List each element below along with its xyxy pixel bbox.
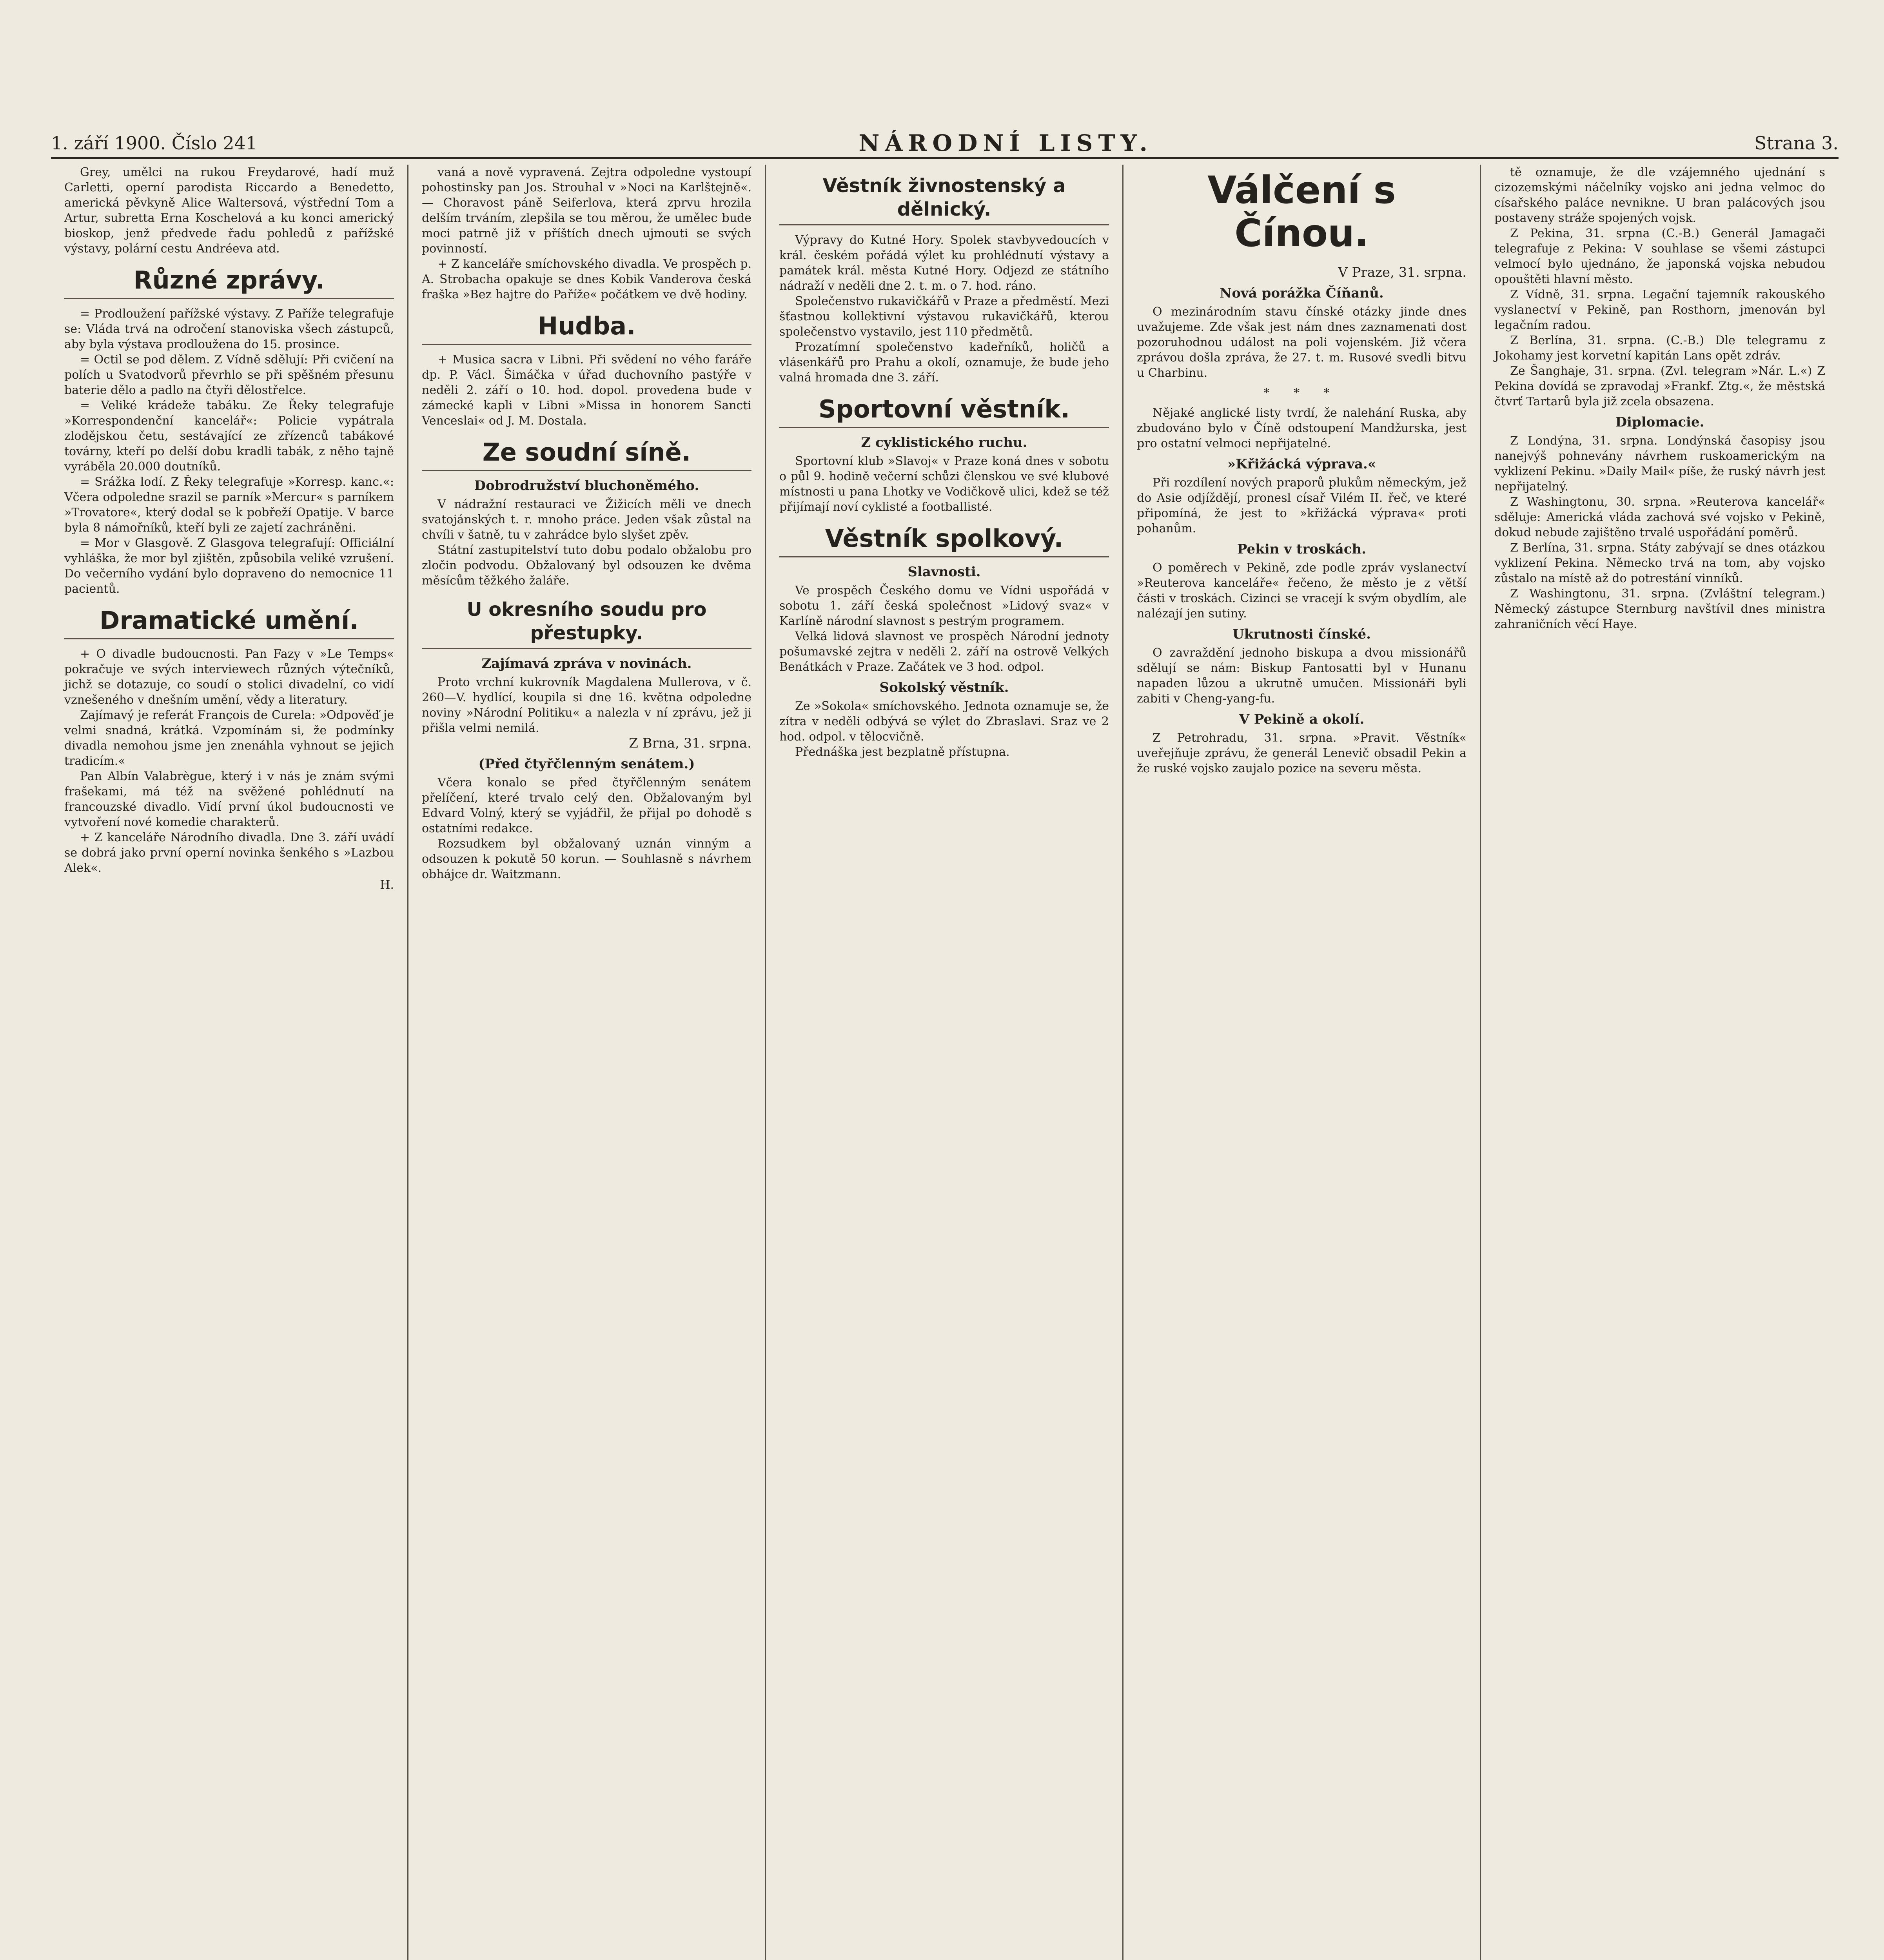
section-heading: U okresního soudu pro přestupky. bbox=[422, 598, 751, 649]
paragraph: Prozatímní společenstvo kadeřníků, holičů a vlásenkářů pro Prahu a okolí, oznamuje, že bude jeho valná hromada dne 3. září. bbox=[779, 340, 1109, 385]
article-columns bbox=[51, 165, 1839, 1960]
section-heading: Válčení s Čínou. bbox=[1207, 168, 1396, 255]
paragraph: Z Vídně, 31. srpna. Legační tajemník rakouského vyslanectví v Pekině, pan Rosthorn, jmenován byl legačním radou. bbox=[1494, 288, 1825, 332]
subheading: Sokolský věstník. bbox=[879, 680, 1009, 695]
paragraph: Ze »Sokola« smíchovského. Jednota oznamuje se, že zítra v neděli odbývá se výlet do Zbraslavi. Sraz ve 2 hod. odpol. v tělocvičně. bbox=[779, 699, 1109, 744]
paragraph: + Z kanceláře smíchovského divadla. Ve prospěch p. A. Strobacha opakuje se dnes Kobik Vanderova česká fraška »Bez hajtre do Paříže« počátkem ve dvě hodiny. bbox=[422, 257, 751, 301]
paragraph: + Musica sacra v Libni. Při svědení no vého faráře dp. P. Václ. Šimáčka v úřad duchovního pastýře v neděli 2. září o 10. hod. dopol. provedena bude v zámecké kapli v Libni »Missa in honorem Sancti Venceslai« od J. M. Dostala. bbox=[422, 353, 751, 428]
page-number: Strana 3. bbox=[1754, 132, 1839, 154]
section-heading: Různé zprávy. bbox=[64, 266, 394, 299]
paragraph: + Z kanceláře Národního divadla. Dne 3. září uvádí se dobrá jako první operní novinka šenkého s »Lazbou Alek«. bbox=[64, 831, 394, 875]
subheading: (Před čtyřčlenným senátem.) bbox=[478, 756, 695, 772]
paragraph: O poměrech v Pekině, zde podle zpráv vyslanectví »Reuterova kanceláře« řečeno, že město je z větší části v troskách. Cizinci se vracejí k svým obydlím, ale nalézají jen sutiny. bbox=[1137, 561, 1467, 621]
section-heading: Sportovní věstník. bbox=[779, 395, 1109, 428]
paragraph: Ve prospěch Českého domu ve Vídni uspořádá v sobotu 1. září česká společnost »Lidový svaz« v Karlíně národní slavnost s pestrým programem. bbox=[779, 584, 1109, 628]
section-heading: Dramatické umění. bbox=[64, 606, 394, 639]
paragraph: Rozsudkem byl obžalovaný uznán vinným a odsouzen k pokutě 50 korun. — Souhlasně s návrhem obhájce dr. Waitzmann. bbox=[422, 837, 751, 881]
paragraph: Z Petrohradu, 31. srpna. »Pravit. Věstník« uveřejňuje zprávu, že generál Lenevič obsadil Pekin a že ruské vojsko zaujalo pozice na severu města. bbox=[1137, 731, 1467, 775]
subheading: Dobrodružství bluchoněmého. bbox=[474, 478, 699, 494]
paragraph: + O divadle budoucnosti. Pan Fazy v »Le Temps« pokračuje ve svých interviewech různých výtečníků, jichž se dotazuje, co soudí o stolici divadelní, co vidí vznešeného v dnešním umění, vědy a literatury. bbox=[64, 647, 394, 707]
subheading: »Křižácká výprava.« bbox=[1227, 456, 1376, 472]
paragraph: Pan Albín Valabrègue, který i v nás je znám svými frašekami, má též na svěžené pohlédnutí na francouzské divadlo. Vidí první úkol budoucnosti ve vytvoření nové komedie charakterů. bbox=[64, 769, 394, 829]
section-heading: Věstník spolkový. bbox=[779, 524, 1109, 557]
column-4 bbox=[1124, 165, 1481, 1960]
dateline: Z Brna, 31. srpna. bbox=[629, 735, 751, 751]
paragraph: Z Londýna, 31. srpna. Londýnská časopisy jsou nanejvýš pohnevány návrhem ruskoamerickým na vyklizení Pekinu. »Daily Mail« píše, že ruský návrh jest nepřijatelný. bbox=[1494, 434, 1825, 494]
section-heading: Věstník živnostenský a dělnický. bbox=[779, 174, 1109, 225]
paragraph: Výpravy do Kutné Hory. Spolek stavbyvedoucích v král. českém pořádá výlet ku prohlédnutí výstavy a památek král. města Kutné Hory. Odjezd ze státního nádraží v neděli dne 2. t. m. o 7. hod. ráno. bbox=[779, 233, 1109, 293]
subheading: Diplomacie. bbox=[1615, 414, 1704, 430]
paragraph: = Veliké krádeže tabáku. Ze Řeky telegrafuje »Korrespondenční kancelář«: Policie vypátrala zlodějskou četu, sestávající ze zřízenců tabákové továrny, kteří po delší dobu kradli tabák, z něho tajně vyráběla 20.000 doutníků. bbox=[64, 399, 394, 474]
column-3 bbox=[766, 165, 1124, 1960]
section-heading: Hudba. bbox=[422, 312, 751, 345]
paragraph: Velká lidová slavnost ve prospěch Národní jednoty pošumavské zejtra v neděli 2. září na ostrově Velkých Benátkách v Praze. Začátek ve 3 hod. odpol. bbox=[779, 630, 1109, 674]
paragraph: Včera konalo se před čtyřčlenným senátem přelíčení, které trvalo celý den. Obžalovaným byl Edvard Volný, který se vyjádřil, že přijal po dohodě s ostatními redakce. bbox=[422, 776, 751, 835]
issue-date: 1. září 1900. Číslo 241 bbox=[51, 132, 258, 154]
newspaper-title: NÁRODNÍ LISTY. bbox=[859, 130, 1153, 156]
paragraph: Z Washingtonu, 30. srpna. »Reuterova kancelář« sděluje: Americká vláda zachová své vojsko v Pekině, dokud nebude zajištěno trvalé uspořádání poměrů. bbox=[1494, 495, 1825, 539]
newspaper-page bbox=[51, 129, 1839, 1960]
subheading: Z cyklistického ruchu. bbox=[861, 435, 1027, 450]
paragraph: tě oznamuje, že dle vzájemného ujednání s cizozemskými náčelníky vojsko ani jedna velmoc do císařského paláce nevnikne. U bran palácových jsou postaveny stráže spojených vojsk. bbox=[1494, 165, 1825, 225]
paragraph: Proto vrchní kukrovník Magdalena Mullerova, v č. 260—V. hydlící, koupila si dne 16. května odpoledne noviny »Národní Politiku« a nalezla v ní zprávu, jež ji přišla velmi nemilá. bbox=[422, 675, 751, 735]
paragraph: = Octil se pod dělem. Z Vídně sdělují: Při cvičení na polích u Svatodvorů převrhlo se při spěšném přesunu baterie dělo a padlo na čtyři dělostřelce. bbox=[64, 353, 394, 397]
paragraph: Ze Šanghaje, 31. srpna. (Zvl. telegram »Nár. L.«) Z Pekina dovídá se zpravodaj »Frankf. Ztg.«, že městská čtvrť Tartarů byla již zcela obsazena. bbox=[1494, 364, 1825, 408]
paragraph: Z Berlína, 31. srpna. Státy zabývají se dnes otázkou vyklizení Pekina. Německo trvá na tom, aby vojsko zůstalo na místě až do potrestání vinníků. bbox=[1494, 541, 1825, 585]
paragraph: vaná a nově vypravená. Zejtra odpoledne vystoupí pohostinsky pan Jos. Strouhal v »Noci na Karlštejně«. — Choravost páně Seiferlova, která zprvu hrozila delším trváním, zlepšila se tou měrou, že umělec bude moci patrně již v příštích dnech ujmouti se svých povinností. bbox=[422, 165, 751, 256]
paragraph: Státní zastupitelství tuto dobu podalo obžalobu pro zločin podvodu. Obžalovaný byl odsouzen ke dvěma měsícům těžkého žaláře. bbox=[422, 543, 751, 588]
separator-stars: * * * bbox=[1263, 386, 1340, 400]
paragraph: O zavraždění jednoho biskupa a dvou missionářů sdělují se nám: Biskup Fantosatti byl v Hunanu napaden lůzou a ukrutně umučen. Missionáři byli zabiti v Cheng-yang-fu. bbox=[1137, 646, 1467, 706]
paragraph: Zajímavý je referát François de Curela: »Odpověď je velmi snadná, krátká. Vzpomínám si, že podmínky divadla nemohou jsme jen znenáhla vyhnout se jejich tradicím.« bbox=[64, 708, 394, 768]
column-1 bbox=[51, 165, 408, 1960]
column-5 bbox=[1481, 165, 1839, 1960]
paragraph: V nádražní restauraci ve Žižicích měli ve dnech svatojánských t. r. mnoho práce. Jeden však zůstal na chvíli v šatně, tu v zahrádce bylo slyšet zpěv. bbox=[422, 497, 751, 542]
paragraph: = Prodloužení pařížské výstavy. Z Paříže telegrafuje se: Vláda trvá na odročení stanoviska všech zástupců, aby byla výstava prodloužena do 15. prosince. bbox=[64, 307, 394, 351]
paragraph: Z Washingtonu, 31. srpna. (Zvláštní telegram.) Německý zástupce Sternburg navštívil dnes ministra zahraničních věcí Haye. bbox=[1494, 587, 1825, 631]
paragraph: Při rozdílení nových praporů plukům německým, jež do Asie odjíždějí, pronesl císař Vilém II. řeč, ve které připomíná, že jest to »křižácká výprava« proti pohanům. bbox=[1137, 476, 1467, 535]
signature: H. bbox=[380, 878, 394, 892]
masthead bbox=[51, 129, 1839, 159]
subheading: V Pekině a okolí. bbox=[1239, 711, 1365, 727]
subheading: Zajímavá zpráva v novinách. bbox=[481, 656, 692, 671]
subheading: Pekin v troskách. bbox=[1237, 541, 1367, 557]
paragraph: Sportovní klub »Slavoj« v Praze koná dnes v sobotu o půl 9. hodině večerní schůzi členskou ve své klubové místnosti u pana Lhotky ve Vodičkově ulici, kdež se též přijímají noví cyklisté a footballisté. bbox=[779, 454, 1109, 514]
paragraph: O mezinárodním stavu čínské otázky jinde dnes uvažujeme. Zde však jest nám dnes zaznamenati dost pozoruhodnou událost na poli vojenském. Již včera zprávou došla zpráva, že 27. t. m. Rusové svedli bitvu u Charbinu. bbox=[1137, 305, 1467, 380]
paragraph: Přednáška jest bezplatně přístupna. bbox=[795, 745, 1010, 759]
subheading: Ukrutnosti čínské. bbox=[1232, 626, 1371, 642]
column-2 bbox=[408, 165, 766, 1960]
paragraph: Z Pekina, 31. srpna (C.-B.) Generál Jamagači telegrafuje z Pekina: V souhlase se všemi zástupci velmocí bylo ujednáno, že japonská vojska nebudou opouštěti hlavní město. bbox=[1494, 227, 1825, 286]
subheading: Slavnosti. bbox=[908, 564, 981, 580]
dateline: V Praze, 31. srpna. bbox=[1338, 265, 1467, 280]
section-heading: Ze soudní síně. bbox=[422, 438, 751, 471]
paragraph: Z Berlína, 31. srpna. (C.-B.) Dle telegramu z Jokohamy jest korvetní kapitán Lans opět zdráv. bbox=[1494, 334, 1825, 363]
paragraph: Grey, umělci na rukou Freydarové, hadí muž Carletti, operní parodista Riccardo a Benedetto, americká pěvkyně Alice Waltersová, výstřední Tom a Artur, subretta Erna Koschelová a ku konci americký bioskop, jenž předvede řadu pohledů z pařížské výstavy, polární cestu Andréeva atd. bbox=[64, 165, 394, 256]
subheading: Nová porážka Číňanů. bbox=[1220, 285, 1384, 301]
paragraph: = Srážka lodí. Z Řeky telegrafuje »Korresp. kanc.«: Včera odpoledne srazil se parník »Mercur« s parníkem »Trovatore«, který dodal se k pobřeží Opatije. V barce byla 8 námořníků, kteří byli ze zajetí zachráněni. bbox=[64, 475, 394, 535]
paragraph: = Mor v Glasgově. Z Glasgova telegrafují: Officiální vyhláška, že mor byl zjištěn, způsobila veliké vzrušení. Do večerního vydání bylo dopraveno do nemocnice 11 pacientů. bbox=[64, 536, 394, 596]
paragraph: Nějaké anglické listy tvrdí, že nalehání Ruska, aby zbudováno bylo v Číně odstoupení Mandžurska, jest pro ostatní velmoci nepřijatelné. bbox=[1137, 406, 1467, 450]
paragraph: Společenstvo rukavičkářů v Praze a předměstí. Mezi šťastnou kollektivní výstavou rukavičkářů, kterou společenstvo vystavilo, jest 110 předmětů. bbox=[779, 294, 1109, 339]
